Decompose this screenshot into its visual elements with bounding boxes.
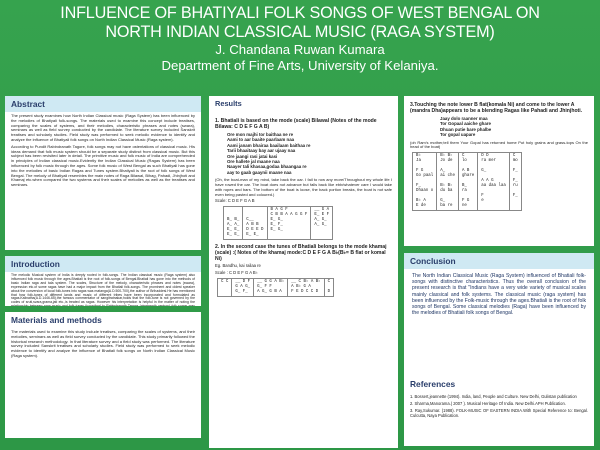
notation-cell: C__ A B B D E E D E_ E_ [243, 207, 267, 240]
introduction-section [5, 256, 201, 306]
lyric-line: Tor Gopaal aaiche ghare [440, 121, 491, 127]
results-subheading-1: 1. Bhatiali is based on the mode (scale) Bilawal (Notes of the mode Bilawa: C D E F G A B) [215, 118, 377, 130]
abstract-heading: Abstract [5, 96, 201, 112]
results-heading: Results [209, 96, 398, 112]
results-subheading-2: 2. In the second case the tunes of Bhatiali belongs to the mode khamaj (scale) :( Notes of the khamaj mode:C D E F G A B♭(B♭= B flat or komal Ni) [215, 244, 387, 263]
lyric-line: Ore jaangi rasi jatai kasi [227, 153, 278, 159]
reference-item: 1. Bossert,jeannette (1994). India, land, People and Culture. New Delhi, Gulistan publication [410, 394, 577, 399]
lyric-line: Dhuan putie bare phalbe [440, 126, 492, 132]
notation-cell: __ G G A B♭ G_ F F A G_ G B A [254, 278, 288, 296]
lyrics-block-3 [440, 116, 588, 138]
results-subheading-3: 3.Touching the note lower B flat(komala Ni) and come to the lower A (mandra Dha)appears to be a blending Ragas like Pahadi and Jhinjhoti. [410, 102, 583, 114]
notation-cell: B A G F C B B A A G G F E_ G_ E_ F_ E_ G_ [267, 207, 311, 240]
conclusion-section [404, 253, 594, 376]
methods-section [5, 312, 201, 438]
result-3-section [404, 96, 594, 246]
lyric-line: aay to gaab gaaynii maane naa [227, 169, 292, 175]
methods-heading: Materials and methods [5, 312, 201, 328]
notation-cell: C D [324, 278, 333, 296]
lyric-line: Naayer tali khasaa,godaa bhaangaa re [227, 164, 307, 170]
lyric-line: Tor gopal uapare [440, 132, 476, 138]
notation-cell: __ D F G A G_ G_ F_ [232, 278, 254, 296]
introduction-heading: Introduction [5, 256, 201, 272]
lyric-line: Aami to aar baaite paarlaam naa [227, 137, 295, 143]
abstract-paragraph-1: The present study examines how North Indian Classical music (Raga System) has been influenced by the melodies of Bhatiyali folk-songs. The materials used to examine this concept include treatises, comparing the scales of systems, and their melodies, characteristic phrases and notes (swara), seminars as well as field survey conducted by the candidate. The literature survey included Sanskrit treatises and scholarly studies. Field study was performed to seek melodic evidence to identify and analyze the influence of Bhatiyali folk songs on North Indian Classical Music (Raga system). [11, 113, 195, 142]
notation-cell: D D ra mer G_ A A G aa daa laa F e [478, 153, 510, 211]
results-section [209, 96, 398, 448]
title-line-1: INFLUENCE OF BHATIYALI FOLK SONGS OF WEST BENGAL ON [60, 4, 540, 22]
notation-cell: C lo A B ghare B_ ra F G ne [458, 153, 477, 211]
notation-table-2 [217, 278, 334, 297]
reference-item: 3. Ray,Sukumar. (1988). FOLK-MUSIC OF EASTERN INDIA.With Special Reference to: Bengal. Culcutta, Naya Publication. [410, 408, 588, 418]
lyrics-block-1 [227, 132, 392, 175]
lyric-line: Aami janam bhairaa baailaam baithaa re [227, 142, 311, 148]
notation-cell: C mo F_ F_ ru F_ [509, 153, 521, 211]
department: Department of Fine Arts, University of Kelaniya. [161, 58, 439, 73]
abstract-section [5, 96, 201, 250]
example-label: Eg. Bandhu, kai railaa re [215, 263, 261, 269]
translation-paragraph-1: (Oh, the boat-man of my mind, take back the oar. I fail to row any more/Throughout my whole life I have rowed the oar. The boat does not advance but falls back like ebb/whatever care I would take with ropes and bars. The bottom of the boat is loose, the back portion breaks, the boat is not safe even being pasted and coloured.) [215, 177, 392, 197]
methods-paragraph: The materials used to examine this study include treatises, comparing the scales of systems, and their melodies, seminars as well as field survey conducted by the candidate. This study primarily followed the historical research methodology. In that literature survey and a field study was performed. The literature survey included Sanskrit treatises and scholarly studies. Field study was performed to seek melodic evidence to identify and analyze the influence of Bhatiali folk songs on North Indian Classical Music (Raga system). [11, 329, 195, 358]
introduction-paragraph: The melodic Musical system of India is deeply rooted in folk-songs. The Indian classical music (Raga system) also influenced folk music through the ages.Bhatiali is the root of folk-songs of Bengal.Bhatiali has gone into the methods of basic Indian raga and tala system. The scales, Structure of the melody, characteristic phrases and notes (swara), expression etc.of some ragas have had a major impact from the Bhatiali folk-songs. The prominent and oldest speaker about the conversion of local folk-tunes into ragas was matanga(A.D.500-700),the author of Brihaddesi.He has mentioned that how folk-tunes of different lands and music of different tribes have been incorporated and formulated as ragas.Kalinatha(A.D.1446-65),the famous commentator of sangitratnakar,holds that the folk-tune is not governed by the codes of sruti,svara,grama,jati etc.,is treated as ragas. However his interpretation is helpful in the matter of noting the [11, 273, 195, 305]
reference-item: 2. Sharma,Manorama.( 2007 ). Musical Heritage Of India. New Delhi.APH Publication. [410, 401, 566, 406]
lyric-line: Jaay dolo raanner maa [440, 116, 488, 121]
scale-label-1: Scale: C D E F G A B [215, 198, 255, 204]
title-line-2: NORTH INDIAN CLASSICAL MUSIC (RAGA SYSTEM) [105, 23, 495, 41]
notation-table-3 [412, 152, 522, 211]
author-name: J. Chandana Ruwan Kumara [215, 42, 385, 57]
abstract-paragraph-2: According to Pundit Rabindranath Tagore, folk songs may not have ostentations of classical music. His ideas demand that folk music system should be a separate study distinct from classical music. But this subject has been revisited later in detail. The primitive music and folk music of India are comprehended in principles of Indian classical music.Evidently the Indian Classical Music (Ragas System) has been influenced by folk music through the ages. Some folk music of West Bengal as such Bhatiyali has gone into the melodies of basic Indian Ragas and Tunes system.Bhatiyali is the root of folk songs of West Bengal. The melody of Bhatiyali resembles the main notes of Raga Bilawal, Bihag, Pahadi, Jhinjhoti and Khamaj etc.when compared the two systems and their scales of melodies as well as the treatises and seminars. [11, 143, 195, 188]
poster-header [0, 4, 600, 74]
notation-table-1 [223, 206, 333, 240]
notation-cell: C C [218, 278, 232, 296]
notation-cell: B♭ B♭ Jo de A_ ai che B♭ B♭ du ba G_ ba re [437, 153, 459, 211]
notation-cell: B_ B_ A_ A_ E_ E_ E_ E_ [224, 207, 243, 240]
references-heading: References [404, 376, 594, 392]
notation-cell: __ G A E_ E F A_ G_ A_ G_ [311, 207, 333, 240]
notation-cell: __ C B♭ A B♭ A B♭ G A F E D C C D [288, 278, 325, 296]
scale-label-2: Scale : C D E F G A B♭ [215, 270, 258, 276]
lyric-line: Ore hallete jal maane naa [227, 159, 280, 165]
conclusion-paragraph: The North Indian Classical Music (Raga System) influenced of Bhatiali folk-songs with distinctive characteristics. Thus the overall conclusion of the present research is that "Indians have a very wide variety of musical scales mainly classical and folk systems. The classical music (raga system) has been influenced by the Folk-music through the ages.Bhatiali is the root of folk songs of Bengal. Some classical melodies (Raga) have been influenced by the melodies of Bhatiali folk songs of Bengal. [412, 273, 586, 317]
notation-cell: B♭ Ja F G Go paal F_ Dhaan o B♭ A E de [413, 153, 437, 211]
lyric-line: Tarii bhaaitaay bay aar ujaay naa [227, 148, 296, 154]
conclusion-heading: Conclusion [404, 253, 594, 269]
lyric-line: Ore mon majhi tor baithaa ne re [227, 132, 294, 137]
references-section [404, 376, 594, 446]
translation-paragraph-3: (oh Ram's mother,tell them Your Gopal has returned home Put holy grains and grass-tops On the head of the boat) [410, 139, 588, 150]
